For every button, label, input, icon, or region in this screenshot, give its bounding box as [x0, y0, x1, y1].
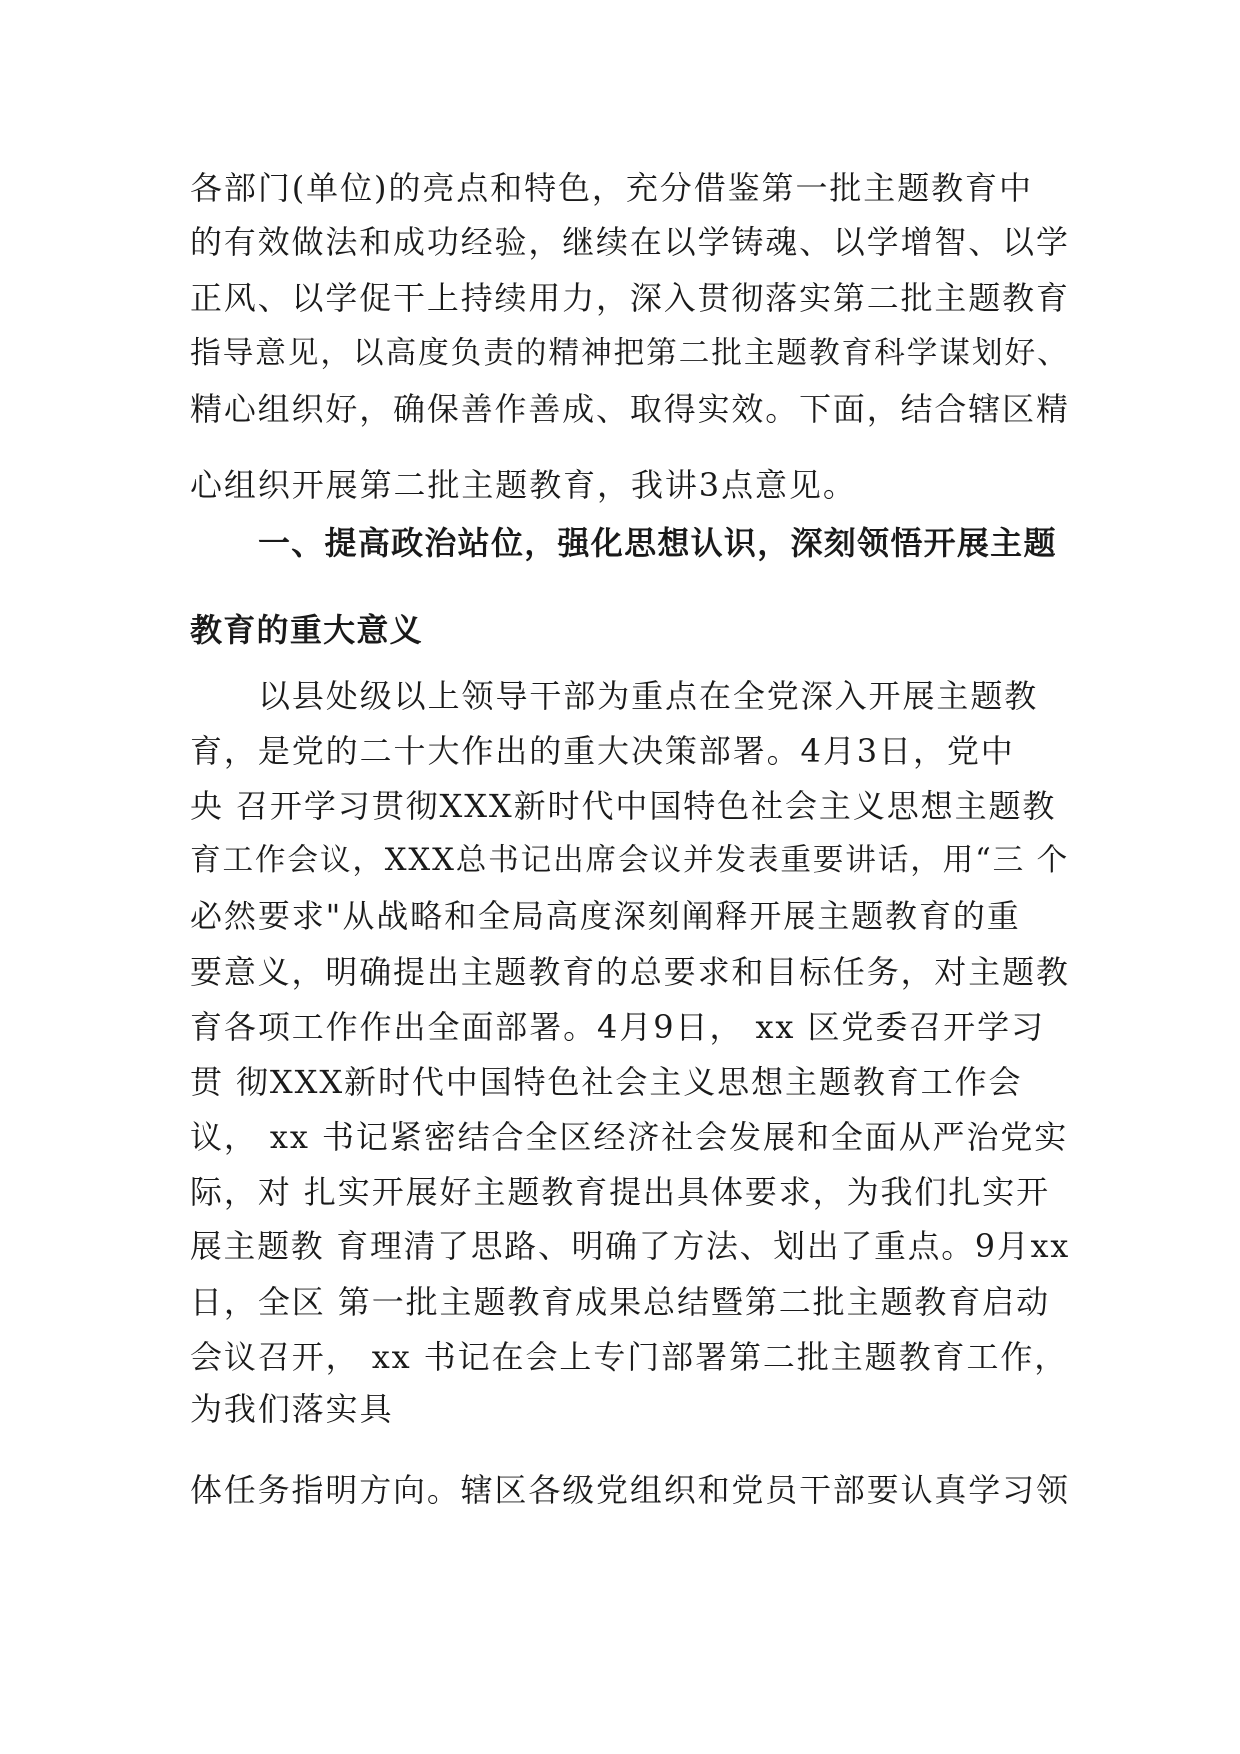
body-text-line: 体任务指明方向。辖区各级党组织和党员干部要认真学习领: [190, 1471, 1070, 1509]
body-text-line: 育工作会议，XXX总书记出席会议并发表重要讲话，用“三 个: [190, 843, 1070, 878]
body-text-line: 会议召开， xx 书记在会上专门部署第二批主题教育工作，: [190, 1338, 1069, 1376]
body-text-line: 心组织开展第二批主题教育，我讲3点意见。: [190, 466, 857, 504]
body-text-line: 际，对 扎实开展好主题教育提出具体要求，为我们扎实开: [190, 1173, 1051, 1211]
body-text-line: 要意义，明确提出主题教育的总要求和目标任务，对主题教: [190, 953, 1070, 991]
body-text-line: 日，全区 第一批主题教育成果总结暨第二批主题教育启动: [190, 1283, 1051, 1321]
body-text-line: 正风、以学促干上持续用力，深入贯彻落实第二批主题教育: [190, 279, 1070, 317]
body-text-line: 为我们落实具: [190, 1390, 394, 1428]
body-text-line: 育各项工作作出全面部署。4月9日， xx 区党委召开学习: [190, 1008, 1045, 1046]
section-heading: 一、提高政治站位，强化思想认识，深刻领悟开展主题: [258, 524, 1057, 562]
body-text-line: 以县处级以上领导干部为重点在全党深入开展主题教: [258, 677, 1039, 715]
body-text-line: 展主题教 育理清了思路、明确了方法、划出了重点。9月xx: [190, 1229, 1071, 1265]
body-text-line: 指导意见，以高度负责的精神把第二批主题教育科学谋划好、: [190, 335, 1070, 371]
body-text-line: 精心组织好，确保善作善成、取得实效。下面，结合辖区精: [190, 390, 1070, 428]
body-text-line: 央 召开学习贯彻XXX新时代中国特色社会主义思想主题教: [190, 787, 1057, 825]
body-text-line: 的有效做法和成功经验，继续在以学铸魂、以学增智、以学: [190, 223, 1070, 261]
body-text-line: 育，是党的二十大作出的重大决策部署。4月3日，党中: [190, 732, 1015, 770]
body-text-line: 各部门(单位)的亮点和特色，充分借鉴第一批主题教育中: [190, 169, 1033, 207]
body-text-line: 必然要求"从战略和全局高度深刻阐释开展主题教育的重: [190, 897, 1021, 935]
section-heading: 教育的重大意义: [190, 611, 423, 649]
body-text-line: 贯 彻XXX新时代中国特色社会主义思想主题教育工作会: [190, 1063, 1023, 1101]
body-text-line: 议， xx 书记紧密结合全区经济社会发展和全面从严治党实: [190, 1118, 1069, 1156]
